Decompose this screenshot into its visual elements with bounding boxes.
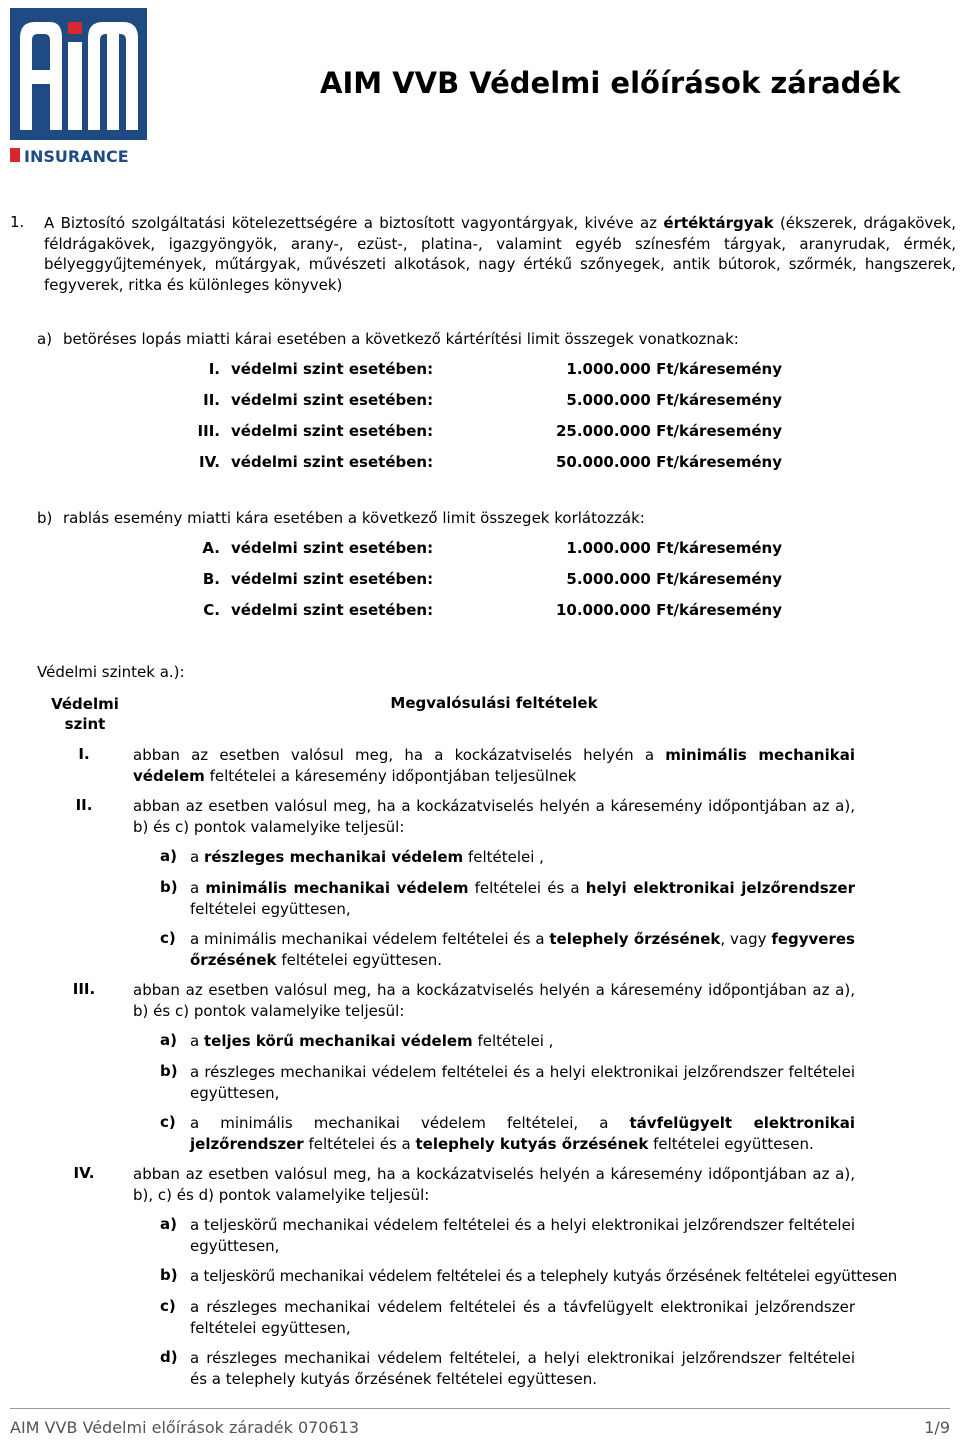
limit-label: védelmi szint esetében: <box>231 539 434 557</box>
level-iv-text: abban az esetben valósul meg, ha a kockázatviselés helyén a káresemény időpontjában az a), b), c) és d) pontok valamelyike teljesül: <box>133 1165 855 1204</box>
list-item: a részleges mechanikai védelem feltételei és a távfelügyelt elektronikai jelzőrendszer feltételei együttesen, <box>190 1298 855 1337</box>
list-item: a részleges mechanikai védelem feltételei , <box>190 848 544 866</box>
limit-amount: 50.000.000 Ft/káresemény <box>555 453 782 471</box>
intro-paragraph: A Biztosító szolgáltatási kötelezettségére a biztosított vagyontárgyak, kivéve az értéktárgyak (ékszerek, drágakövek, féldrágakövek, igazgyöngyök, arany-, ezüst-, platina-, valamint egyéb színesfém tárgyak, aranyrudak, érmék, bélyeggyűjtemények, műtárgyak, művészeti alkotások, nagy értékű szőnyegek, antik bútorok, szőrmék, hangszerek, fegyverek, ritka és különleges könyvek) <box>44 214 956 294</box>
list-item-label: b) <box>160 1266 178 1284</box>
level-ii-text: abban az esetben valósul meg, ha a kockázatviselés helyén a káresemény időpontjában az a), b) és c) pontok valamelyike teljesül: <box>133 797 855 836</box>
limit-label: védelmi szint esetében: <box>231 601 434 619</box>
level-label-i: I. <box>78 745 90 763</box>
level-iii-text: abban az esetben valósul meg, ha a kockázatviselés helyén a káresemény időpontjában az a), b) és c) pontok valamelyike teljesül: <box>133 981 855 1020</box>
level-label-ii: II. <box>75 796 93 814</box>
list-item-label: c) <box>160 929 176 947</box>
limit-level: C. <box>203 601 220 619</box>
limit-level: A. <box>202 539 220 557</box>
limit-label: védelmi szint esetében: <box>231 391 434 409</box>
limit-label: védelmi szint esetében: <box>231 360 434 378</box>
limit-amount: 5.000.000 Ft/káresemény <box>566 570 782 588</box>
limit-level: II. <box>203 391 220 409</box>
level-label-iii: III. <box>72 980 96 998</box>
table-header-conditions: Megvalósulási feltételek <box>390 694 598 712</box>
levels-heading: Védelmi szintek a.): <box>37 663 185 681</box>
table-header-level: Védelmi szint <box>51 695 119 733</box>
limit-amount: 10.000.000 Ft/káresemény <box>555 601 782 619</box>
logo-insurance-text: INSURANCE <box>24 147 129 166</box>
list-item: a teljeskörű mechanikai védelem feltételei és a helyi elektronikai jelzőrendszer feltételei együttesen, <box>190 1216 855 1255</box>
logo-graphic <box>10 8 147 166</box>
page-number: 1/9 <box>924 1418 950 1437</box>
limit-amount: 25.000.000 Ft/káresemény <box>555 422 782 440</box>
company-logo <box>10 8 147 166</box>
list-item: a részleges mechanikai védelem feltételei, a helyi elektronikai jelzőrendszer feltételei és a telephely kutyás őrzésének feltételei együttesen. <box>190 1349 855 1388</box>
limit-amount: 1.000.000 Ft/káresemény <box>566 539 782 557</box>
limit-amount: 1.000.000 Ft/káresemény <box>566 360 782 378</box>
list-item: a minimális mechanikai védelem feltételei és a helyi elektronikai jelzőrendszer feltételei együttesen, <box>190 879 855 918</box>
list-item-label: a) <box>160 1031 177 1049</box>
level-label-iv: IV. <box>73 1164 95 1182</box>
footer-doc-id: AIM VVB Védelmi előírások záradék 070613 <box>10 1418 360 1437</box>
page-title: AIM VVB Védelmi előírások záradék <box>320 66 901 100</box>
limit-label: védelmi szint esetében: <box>231 422 434 440</box>
list-item-label: c) <box>160 1297 176 1315</box>
list-item-label: a) <box>160 847 177 865</box>
limit-level: B. <box>202 570 220 588</box>
list-item-label: a) <box>160 1215 177 1233</box>
list-item: a részleges mechanikai védelem feltételei és a helyi elektronikai jelzőrendszer feltételei együttesen, <box>190 1063 855 1102</box>
section-a-lead: a) betöréses lopás miatti kárai esetében a következő kártérítési limit összegek vonatkoznak: <box>37 330 739 348</box>
limit-label: védelmi szint esetében: <box>231 570 434 588</box>
list-item: a minimális mechanikai védelem feltételei, a távfelügyelt elektronikai jelzőrendszer feltételei és a telephely kutyás őrzésének feltételei együttesen. <box>190 1114 856 1153</box>
limit-amount: 5.000.000 Ft/káresemény <box>566 391 782 409</box>
limit-level: IV. <box>199 453 220 471</box>
limit-level: I. <box>208 360 220 378</box>
list-item: a teljeskörű mechanikai védelem feltételei és a telephely kutyás őrzésének feltételei együttesen <box>190 1267 898 1285</box>
list-item: a minimális mechanikai védelem feltételei és a telephely őrzésének, vagy fegyveres őrzésének feltételei együttesen. <box>190 930 855 969</box>
intro-number: 1. <box>10 213 25 231</box>
section-b-lead: b) rablás esemény miatti kára esetében a következő limit összegek korlátozzák: <box>37 509 645 527</box>
list-item-label: b) <box>160 878 178 896</box>
footer-divider <box>10 1408 950 1409</box>
list-item: a teljes körű mechanikai védelem feltételei , <box>190 1032 554 1050</box>
limit-level: III. <box>197 422 220 440</box>
limit-label: védelmi szint esetében: <box>231 453 434 471</box>
list-item-label: b) <box>160 1062 178 1080</box>
list-item-label: d) <box>160 1348 178 1366</box>
level-i-text: abban az esetben valósul meg, ha a kockázatviselés helyén a minimális mechanikai védelem feltételei a káresemény időpontjában teljesülnek <box>133 746 855 785</box>
list-item-label: c) <box>160 1113 176 1131</box>
